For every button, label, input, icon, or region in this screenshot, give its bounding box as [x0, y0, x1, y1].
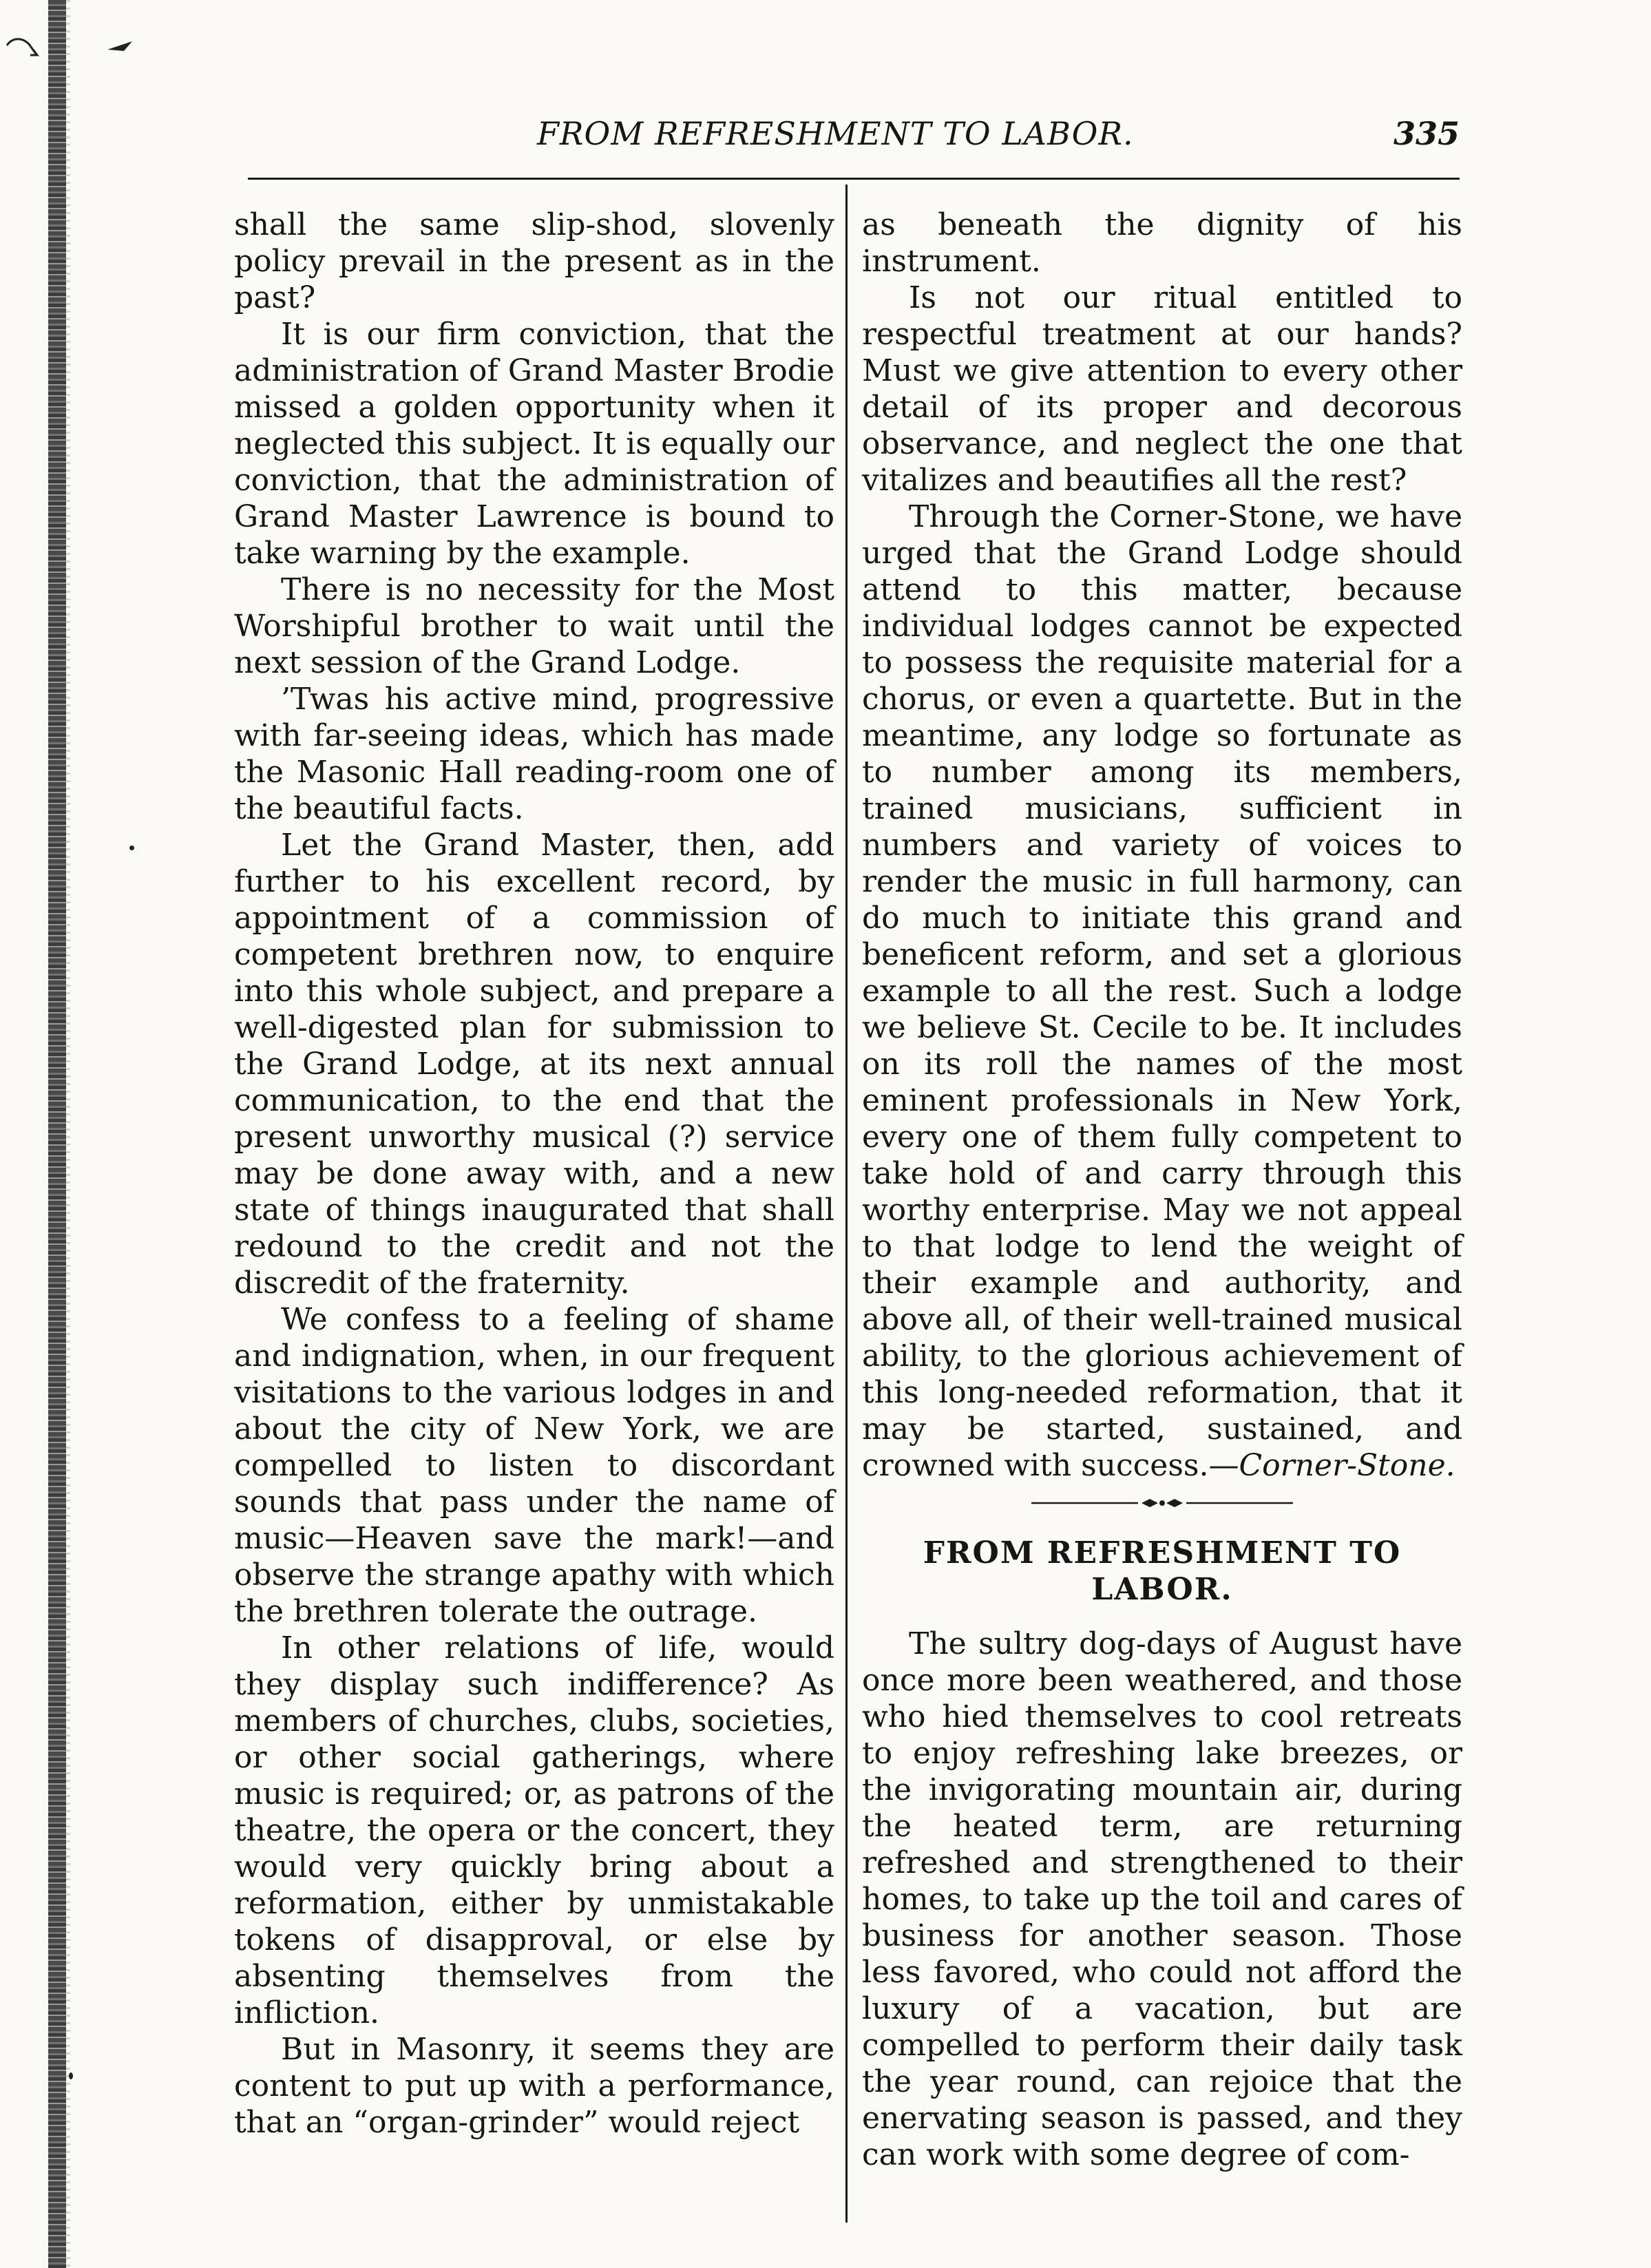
- section-heading: FROM REFRESHMENT TO LABOR.: [923, 1535, 1402, 1607]
- paragraph-text: Through the Corner-Stone, we have urged that the Grand Lodge should attend to this matter, because individual lodges cannot be expected to possess the requisite material for a chorus, or even a quartette. But in the meantime, any lodge so fortunate as to number among its members, trained musicians, sufficient in numbers and variety of voices to render the music in full harmony, can do much to initiate this grand and beneficent reform, and set a glorious example to all the rest. Such a lodge we believe St. Cecile to be. It includes on its roll the names of the most eminent professionals in New York, every one of them fully competent to take hold of and carry through this worthy enterprise. May we not appeal to that lodge to lend the weight of their example and authority, and above all, of their well-trained musical ability, to the glorious achievement of this long-needed reformation, that it may be started, sustained, and crowned with success.: [862, 499, 1462, 1483]
- paragraph: Let the Grand Master, then, add further to his excellent record, by appointment of a commission of competent brethren now, to enquire into this whole subject, and prepare a well-digested plan for submission to the Grand Lodge, at its next annual communication, to the end that the present unworthy musical (?) service may be done away with, and a new state of things inaugurated that shall redound to the credit and not the discredit of the fraternity.: [234, 828, 834, 1301]
- paragraph: There is no necessity for the Most Worshipful brother to wait until the next session of the Grand Lodge.: [234, 572, 834, 680]
- section-divider: [862, 1484, 1462, 1522]
- paragraph: The sultry dog-days of August have once more been weathered, and those who hied themselves to cool retreats to enjoy refreshing lake breezes, or the invigorating mountain air, during the heated term, are returning refreshed and strengthened to their homes, to take up the toil and cares of business for another season. Those less favored, who could not afford the luxury of a vacation, but are compelled to perform their daily task the year round, can rejoice that the enervating season is passed, and they can work with some degree of com-: [862, 1626, 1462, 2172]
- right-column: [862, 207, 1462, 2173]
- speck: [69, 2072, 73, 2079]
- margin-flourish-icon: [105, 36, 135, 55]
- paragraph: shall the same slip-shod, slovenly policy prevail in the present as in the past?: [234, 207, 834, 315]
- column-rule: [845, 185, 848, 2223]
- book-binding-edge: [48, 0, 66, 2268]
- page-number: 335: [1393, 115, 1460, 152]
- paragraph-with-signature: [862, 498, 1462, 1484]
- binding-shadow: [66, 0, 70, 2268]
- ornamental-rule-icon: [1031, 1496, 1293, 1510]
- paragraph: We confess to a feeling of shame and indignation, when, in our frequent visitations to the various lodges in and about the city of New York, we are compelled to listen to discordant sounds that pass under the name of music—Heaven save the mark!—and observe the strange apathy with which the brethren tolerate the outrage.: [234, 1302, 834, 1629]
- paragraph: In other relations of life, would they display such indifference? As members of churches, clubs, societies, or other social gatherings, where music is required; or, as patrons of the theatre, the opera or the concert, they would very quickly bring about a reformation, either by unmistakable tokens of disapproval, or else by absenting themselves from the infliction.: [234, 1630, 834, 2030]
- paragraph: as beneath the dignity of his instrument.: [862, 207, 1462, 279]
- left-column: [234, 207, 834, 2141]
- paragraph: ’Twas his active mind, progressive with far-seeing ideas, which has made the Masonic Hall reading-room one of the beautiful facts.: [234, 682, 834, 826]
- paragraph: It is our firm conviction, that the administration of Grand Master Brodie missed a golden opportunity when it neglected this subject. It is equally our conviction, that the administration of Grand Master Lawrence is bound to take warning by the example.: [234, 317, 834, 571]
- speck: [129, 846, 134, 850]
- paragraph: Is not our ritual entitled to respectful treatment at our hands? Must we give attention to every other detail of its proper and decorous observance, and neglect the one that vitalizes and beautifies all the rest?: [862, 280, 1462, 498]
- running-title: FROM REFRESHMENT TO LABOR.: [537, 115, 1134, 152]
- margin-mark-icon: [6, 33, 41, 61]
- page-header: [248, 114, 1460, 169]
- paragraph: But in Masonry, it seems they are content to put up with a performance, that an “organ-grinder” would reject: [234, 2032, 834, 2140]
- source-signature: —Corner-Stone.: [1208, 1448, 1455, 1483]
- header-rule: [248, 178, 1460, 180]
